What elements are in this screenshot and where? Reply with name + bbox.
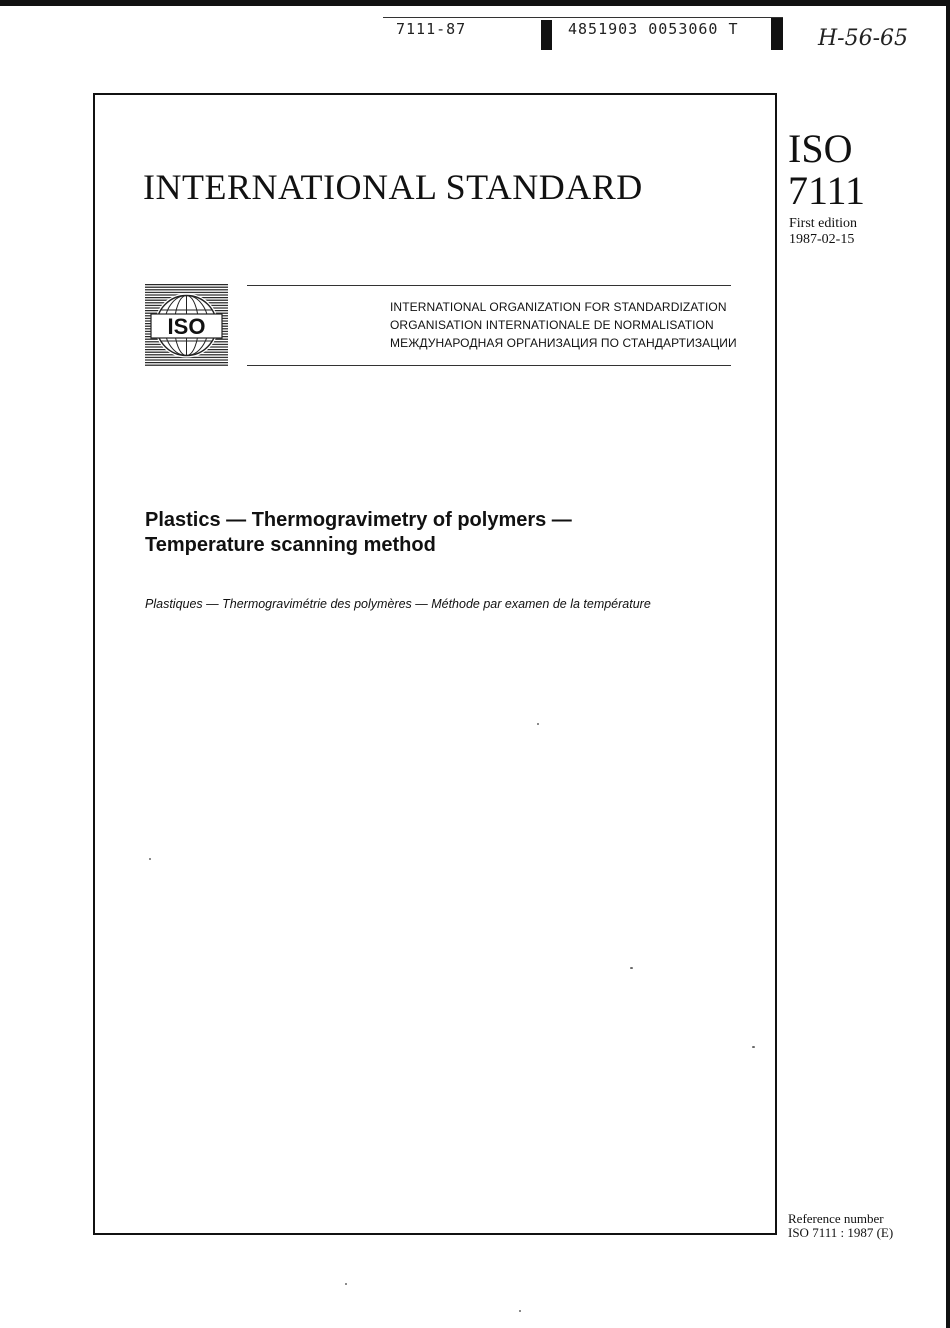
document-title-line1: Plastics — Thermogravimetry of polymers — [145, 509, 572, 531]
header-left-code: 7111-87 [396, 20, 467, 38]
edition-label: First edition [789, 216, 858, 231]
scan-speck [519, 1310, 521, 1312]
cover-frame [93, 93, 777, 1235]
org-name-russian: МЕЖДУНАРОДНАЯ ОРГАНИЗАЦИЯ ПО СТАНДАРТИЗАЦИИ [390, 336, 737, 350]
header-marker-right [771, 18, 783, 50]
scan-speck [752, 1046, 755, 1048]
logo-text: ISO [167, 314, 206, 339]
header-marker-left [541, 20, 552, 50]
reference-number: ISO 7111 : 1987 (E) [788, 1225, 894, 1240]
header-right-code: 4851903 0053060 T [568, 20, 739, 38]
scan-speck [345, 1283, 347, 1285]
org-name-english: INTERNATIONAL ORGANIZATION FOR STANDARDIZATION [390, 300, 727, 314]
scan-speck [537, 723, 539, 725]
edition-date: 1987-02-15 [789, 232, 855, 247]
header-rule [383, 17, 783, 18]
scan-top-edge [0, 0, 950, 6]
org-rule-top [247, 285, 731, 286]
scan-speck [149, 858, 151, 860]
scan-right-edge [946, 0, 950, 1328]
iso-logo-icon [145, 284, 228, 367]
org-rule-bottom [247, 365, 731, 366]
scan-speck [630, 967, 633, 969]
org-name-french: ORGANISATION INTERNATIONALE DE NORMALISATION [390, 318, 714, 332]
reference-label: Reference number [788, 1211, 884, 1226]
document-title-line2: Temperature scanning method [145, 534, 436, 556]
standard-number: 7111 [788, 168, 866, 213]
iso-label: ISO [788, 126, 853, 171]
page-title: INTERNATIONAL STANDARD [143, 167, 643, 207]
handwritten-note: H-56-65 [818, 26, 909, 51]
document-french-title: Plastiques — Thermogravimétrie des polymères — Méthode par examen de la température [145, 597, 651, 611]
